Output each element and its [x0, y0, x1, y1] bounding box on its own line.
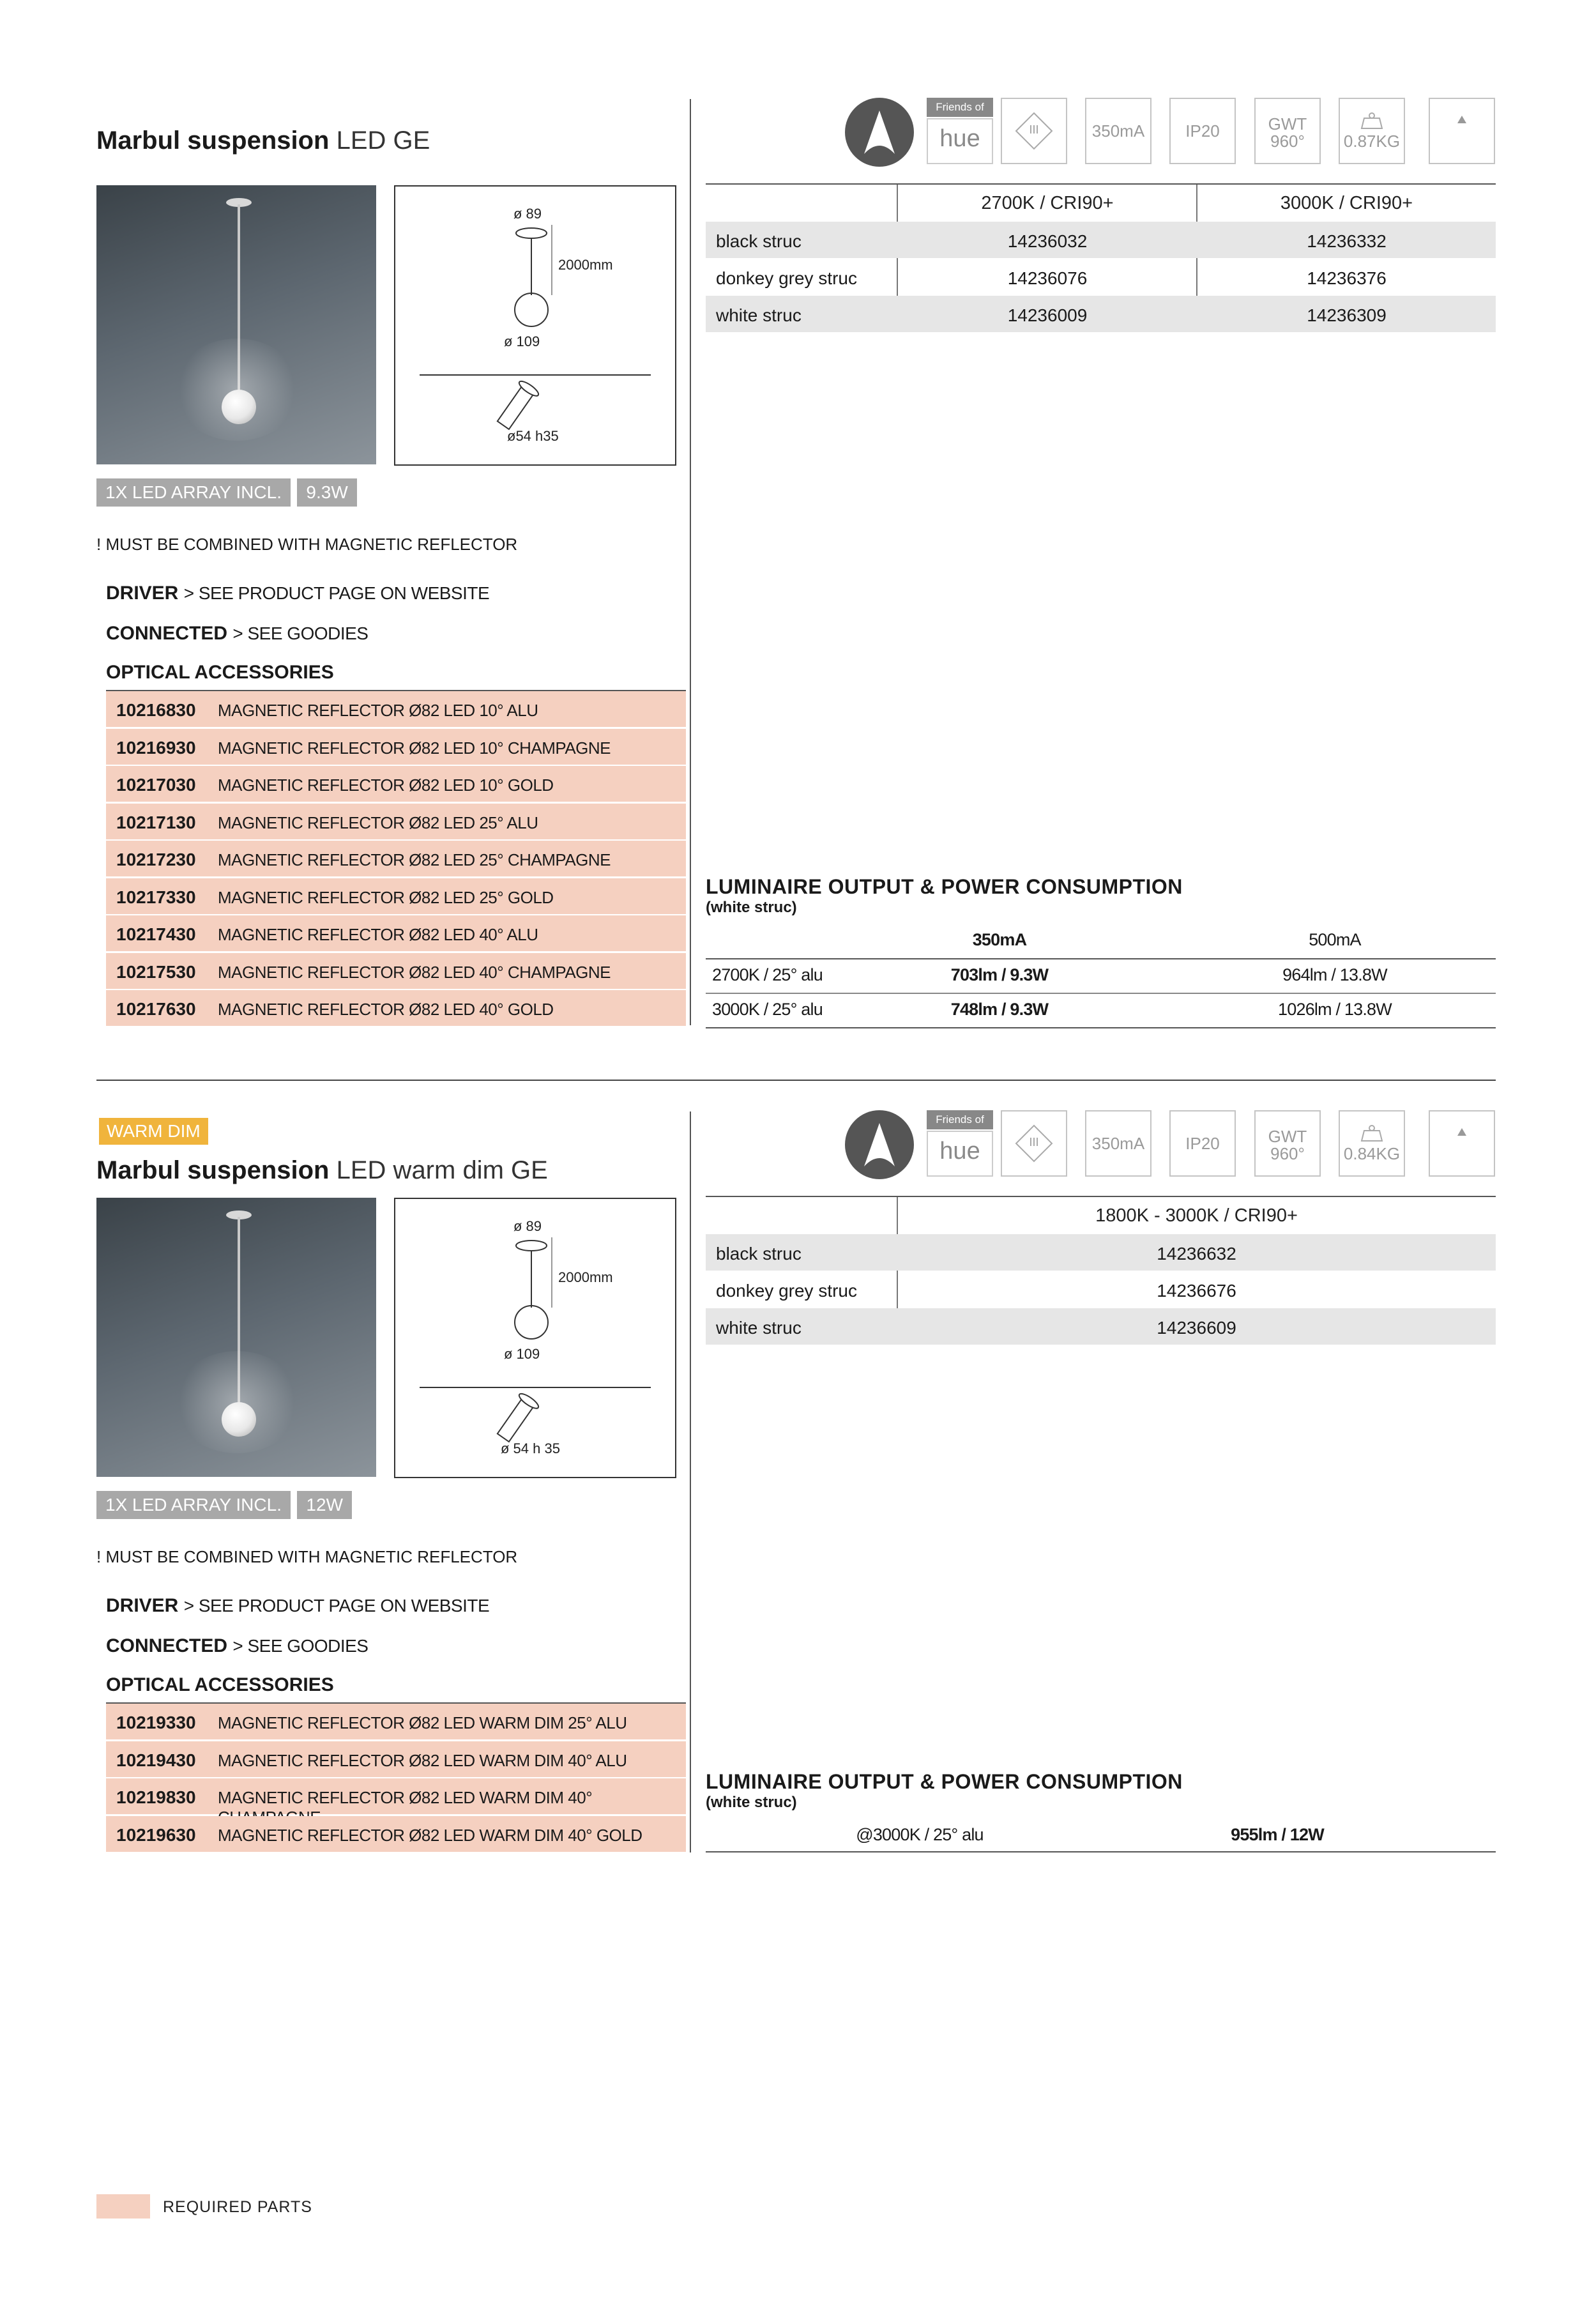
product-title-bold: Marbul suspension [96, 126, 330, 155]
accessory-row [106, 915, 686, 952]
accessory-description: MAGNETIC REFLECTOR Ø82 LED WARM DIM 25° ALU [218, 1713, 627, 1732]
drawing-bottom-diameter: ø 109 [504, 1346, 540, 1362]
variants-top-rule [706, 183, 1496, 185]
output-row-label: 2700K / 25° alu [712, 965, 823, 984]
drawing-svg [395, 1199, 675, 1477]
driver-line [106, 583, 489, 604]
class-iii-icon [1001, 98, 1067, 164]
accessory-code: 10216930 [116, 737, 196, 758]
variant-article-number: 14236009 [1007, 305, 1088, 325]
gwt-icon [1254, 98, 1321, 164]
variant-name: white struc [716, 1318, 802, 1338]
product-title-2 [96, 1156, 548, 1185]
gwt-label: GWT [1268, 114, 1307, 134]
output-row-value: 964lm / 13.8W [1282, 965, 1387, 984]
accessory-row [106, 1704, 686, 1741]
accessory-description: MAGNETIC REFLECTOR Ø82 LED WARM DIM 40° [218, 1788, 593, 1807]
gwt-icon [1254, 1110, 1321, 1177]
current-icon: 350mA [1085, 1110, 1151, 1177]
friends-of-hue-icon [927, 98, 993, 164]
connected-label: CONNECTED [106, 623, 228, 644]
accessory-description: MAGNETIC REFLECTOR Ø82 LED 25° GOLD [218, 887, 554, 907]
drawing-reflector-size: ø 54 h 35 [501, 1440, 560, 1456]
accessory-description: MAGNETIC REFLECTOR Ø82 LED WARM DIM 40° ALU [218, 1750, 627, 1770]
output-row-value: 703lm / 9.3W [950, 965, 1049, 984]
accessory-code: 10217530 [116, 961, 196, 982]
connected-line [106, 623, 369, 645]
accessory-row [106, 1778, 686, 1815]
accessory-description: MAGNETIC REFLECTOR Ø82 LED WARM DIM 40° GOLD [218, 1825, 642, 1845]
accessory-row [106, 804, 686, 841]
variant-article-number: 14236032 [1007, 231, 1088, 251]
accessory-description: MAGNETIC REFLECTOR Ø82 LED 10° CHAMPAGNE [218, 738, 611, 758]
led-tags-2 [96, 1491, 352, 1519]
variant-article-number: 14236332 [1307, 231, 1387, 251]
technical-drawing [394, 185, 676, 466]
led-array-tag: 1X LED ARRAY INCL. [96, 478, 291, 507]
connected-label: CONNECTED [106, 1635, 228, 1656]
variant-article-number: 14236376 [1307, 268, 1387, 288]
accessory-row [106, 953, 686, 990]
accessory-description: MAGNETIC REFLECTOR Ø82 LED 40° GOLD [218, 1000, 554, 1019]
accessory-code: 10219430 [116, 1750, 196, 1770]
accessory-description: MAGNETIC REFLECTOR Ø82 LED 25° ALU [218, 813, 538, 832]
ip-rating-icon: IP20 [1169, 98, 1236, 164]
variant-article-number: 14236676 [1157, 1281, 1236, 1301]
technical-drawing-2 [394, 1198, 676, 1478]
output-rule-1a [706, 958, 1496, 959]
accessory-row [106, 1741, 686, 1778]
drawing-bottom-diameter: ø 109 [504, 333, 540, 349]
product-title-light: LED GE [336, 126, 430, 155]
accessory-code: 10217130 [116, 812, 196, 832]
variant-row [706, 1271, 1496, 1308]
friends-of-label: Friends of [927, 98, 993, 117]
driver-label: DRIVER [106, 1595, 179, 1616]
gwt-temp: 960° [1270, 1144, 1305, 1163]
accessory-code: 10219830 [116, 1787, 196, 1807]
friends-of-hue-icon [927, 1110, 993, 1177]
drawing-length: 2000mm [558, 257, 613, 273]
output-rule-2 [706, 1851, 1496, 1852]
accessory-code: 10217630 [116, 999, 196, 1019]
warning-text: ! MUST BE COMBINED WITH MAGNETIC REFLECTOR [96, 1547, 518, 1566]
optical-accessories-heading: OPTICAL ACCESSORIES [106, 662, 334, 683]
current-icon: 350mA [1085, 98, 1151, 164]
output-row-value: 1026lm / 13.8W [1278, 1000, 1392, 1019]
output-row-label: 3000K / 25° alu [712, 1000, 823, 1019]
accessory-code: 10217330 [116, 887, 196, 907]
gwt-temp: 960° [1270, 132, 1305, 151]
variant-header-3000: 3000K / CRI90+ [1280, 193, 1413, 213]
weight-icon [1339, 1110, 1405, 1177]
driver-line [106, 1595, 489, 1617]
power-tag: 9.3W [297, 478, 356, 507]
warm-dim-badge: WARM DIM [99, 1118, 208, 1145]
variant-row [706, 222, 1496, 258]
weight-label: 0.84KG [1343, 1144, 1401, 1163]
accessory-description: MAGNETIC REFLECTOR Ø82 LED 10° GOLD [218, 775, 554, 795]
accessory-row [106, 990, 686, 1027]
driver-link[interactable]: > SEE PRODUCT PAGE ON WEBSITE [183, 1596, 490, 1615]
variant-header-2700: 2700K / CRI90+ [981, 193, 1114, 213]
output-header-350: 350mA [972, 930, 1027, 949]
variant-header-warm-dim: 1800K - 3000K / CRI90+ [1095, 1205, 1298, 1226]
optical-accessories-heading: OPTICAL ACCESSORIES [106, 1674, 334, 1695]
required-parts-swatch [96, 2194, 150, 2219]
variant-name: donkey grey struc [716, 268, 857, 288]
variant-name: donkey grey struc [716, 1281, 857, 1301]
hue-label: hue [927, 1131, 993, 1177]
drawing-svg [395, 187, 675, 464]
accessory-description: MAGNETIC REFLECTOR Ø82 LED 10° ALU [218, 701, 538, 720]
up-arrow-icon[interactable] [1429, 1110, 1495, 1177]
accessory-code: 10217430 [116, 924, 196, 944]
accessory-code: 10219330 [116, 1713, 196, 1732]
output-header-500: 500mA [1309, 930, 1361, 949]
accessory-description: MAGNETIC REFLECTOR Ø82 LED 25° CHAMPAGNE [218, 850, 611, 869]
accessory-row [106, 1816, 686, 1853]
accessory-row [106, 729, 686, 766]
class-iii-icon [1001, 1110, 1067, 1177]
accessory-row [106, 766, 686, 803]
output-row-value: 748lm / 9.3W [950, 1000, 1049, 1019]
accessory-row [106, 841, 686, 878]
variant-name: white struc [716, 305, 802, 325]
led-tags-1 [96, 478, 357, 507]
accessory-code: 10217230 [116, 850, 196, 869]
column-divider [690, 99, 691, 1025]
variants-top-rule [706, 1196, 1496, 1197]
driver-label: DRIVER [106, 583, 179, 604]
output-rule-1c [706, 1027, 1496, 1028]
output-rule-1b [706, 993, 1496, 994]
accessory-description: MAGNETIC REFLECTOR Ø82 LED 40° CHAMPAGNE [218, 962, 611, 982]
variant-row [706, 1234, 1496, 1271]
led-array-tag: 1X LED ARRAY INCL. [96, 1491, 291, 1519]
drawing-top-diameter: ø 89 [513, 1218, 542, 1234]
accessory-row [106, 691, 686, 728]
brand-logo-icon [845, 98, 914, 167]
output-title-2: LUMINAIRE OUTPUT & POWER CONSUMPTION [706, 1770, 1183, 1793]
variant-article-number: 14236076 [1007, 268, 1088, 288]
variant-article-number: 14236309 [1307, 305, 1387, 325]
gwt-label: GWT [1268, 1127, 1307, 1146]
product-photo [96, 185, 376, 464]
hue-label: hue [927, 118, 993, 164]
variant-article-number: 14236632 [1157, 1244, 1236, 1264]
variant-row [706, 259, 1496, 295]
drawing-top-diameter: ø 89 [513, 206, 542, 222]
output-title-1: LUMINAIRE OUTPUT & POWER CONSUMPTION [706, 875, 1183, 898]
class-label: III [1029, 123, 1039, 136]
weight-icon [1339, 98, 1405, 164]
output-subtitle-1: (white struc) [706, 899, 797, 916]
connected-link[interactable]: > SEE GOODIES [232, 623, 369, 643]
variant-row [706, 296, 1496, 332]
weight-label: 0.87KG [1343, 132, 1401, 151]
power-tag: 12W [297, 1491, 352, 1519]
column-divider-2 [690, 1111, 691, 1852]
accessory-code: 10216830 [116, 700, 196, 720]
up-arrow-icon[interactable] [1429, 98, 1495, 164]
ip-rating-icon: IP20 [1169, 1110, 1236, 1177]
connected-line [106, 1635, 369, 1657]
product-title-bold: Marbul suspension [96, 1156, 330, 1184]
class-label: III [1029, 1136, 1039, 1149]
output-row-label: @3000K / 25° alu [856, 1825, 984, 1844]
product-photo-2 [96, 1198, 376, 1477]
friends-of-label: Friends of [927, 1110, 993, 1129]
variant-row [706, 1308, 1496, 1345]
warning-text: ! MUST BE COMBINED WITH MAGNETIC REFLECTOR [96, 535, 518, 554]
accessory-row [106, 878, 686, 915]
product-title-light: LED warm dim GE [336, 1156, 548, 1184]
required-parts-label: REQUIRED PARTS [163, 2198, 312, 2216]
accessory-code: 10219630 [116, 1824, 196, 1845]
product-title-1 [96, 126, 430, 155]
variant-name: black struc [716, 231, 802, 251]
drawing-reflector-size: ø54 h35 [507, 428, 559, 444]
drawing-length: 2000mm [558, 1269, 613, 1285]
accessory-description: MAGNETIC REFLECTOR Ø82 LED 40° ALU [218, 925, 538, 944]
section-separator [96, 1080, 1496, 1081]
accessory-code: 10217030 [116, 775, 196, 795]
output-subtitle-2: (white struc) [706, 1794, 797, 1811]
variant-article-number: 14236609 [1157, 1318, 1236, 1338]
variant-name: black struc [716, 1244, 802, 1264]
connected-link[interactable]: > SEE GOODIES [232, 1636, 369, 1656]
driver-link[interactable]: > SEE PRODUCT PAGE ON WEBSITE [183, 583, 490, 603]
output-row-value: 955lm / 12W [1231, 1825, 1324, 1844]
brand-logo-icon [845, 1110, 914, 1179]
